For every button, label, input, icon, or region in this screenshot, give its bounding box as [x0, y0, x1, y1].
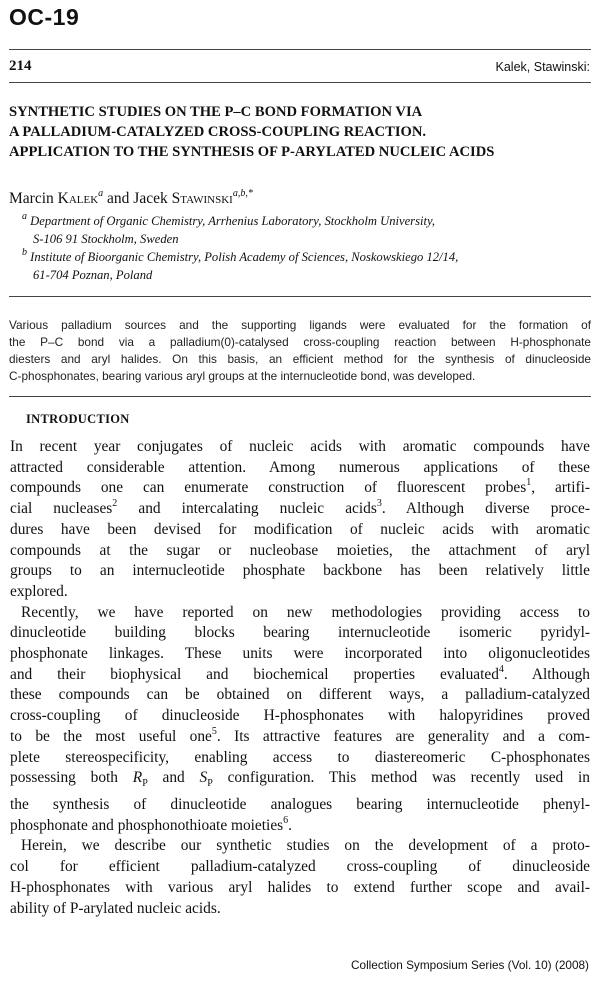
abstract-line: Various palladium sources and the supporting ligands were evaluated for the formation of [9, 318, 591, 332]
author-first-name: Marcin [9, 190, 58, 207]
affiliation-a [22, 210, 592, 248]
running-head: Kalek, Stawinski: [495, 60, 590, 74]
body-line: cial nucleases$^2$ and intercalating nucleic acids$^3$. Although diverse proce- [10, 497, 590, 518]
footer-citation: Collection Symposium Series (Vol. 10) (2008) [350, 958, 589, 972]
citation-ref: 6 [283, 814, 289, 826]
body-line: possessing both $R_P$ and $S_P$ configuration. This method was recently used in [10, 769, 590, 790]
abstract-line: diesters and aryl halides. On this basis, an efficient method for the synthesis of dinucleoside [9, 352, 591, 366]
body-line: dinucleotide building blocks bearing internucleotide isomeric pyridyl- [10, 624, 590, 642]
body-line: phosphonate linkages. These units were incorporated into oligonucleotides [10, 645, 590, 663]
author-connector: and Jacek [103, 190, 172, 207]
affiliation-mark: a,b,* [232, 187, 253, 199]
body-line: compounds at the sugar or nucleobase moieties, the attachment of aryl [10, 541, 590, 559]
affiliation-text: 61-704 Poznan, Poland [33, 267, 153, 282]
citation-ref: 3 [376, 497, 382, 509]
introduction-text [10, 437, 590, 919]
body-line: Herein, we describe our synthetic studies on the development of a proto- [21, 837, 590, 855]
body-line: and their biophysical and biochemical properties evaluated$^4$. Although [10, 663, 590, 683]
affiliation-text: Department of Organic Chemistry, Arrhenius Laboratory, Stockholm University, [30, 214, 436, 228]
affiliation-mark: a [22, 210, 27, 222]
title-line: APPLICATION TO THE SYNTHESIS OF P-ARYLATED NUCLEIC ACIDS [9, 144, 495, 160]
body-line: Recently, we have reported on new methodologies providing access to [21, 603, 590, 621]
abstract-rule [9, 396, 591, 397]
affiliation-text: S-106 91 Stockholm, Sweden [33, 231, 179, 246]
body-line: compounds one can enumerate construction of fluorescent probes$^1$, artifi- [10, 477, 590, 497]
author-list [9, 187, 253, 208]
body-line: the synthesis of dinucleotide analogues bearing internucleotide phenyl- [10, 796, 590, 814]
body-line: to be the most useful one$^5$. Its attractive features are generality and a com- [10, 725, 590, 745]
abstract [9, 317, 591, 385]
affiliation-mark: a [98, 187, 104, 199]
body-line: cross-coupling of dinucleoside H-phosphonates with halopyridines proved [10, 707, 590, 725]
page-number: 214 [9, 58, 32, 74]
citation-ref: 4 [498, 663, 504, 675]
body-line: groups to an internucleotide phosphate backbone has been relatively little [10, 562, 590, 580]
title-line: A PALLADIUM-CATALYZED CROSS-COUPLING REACTION. [9, 124, 427, 140]
paper-title [9, 102, 594, 162]
section-heading: INTRODUCTION [26, 412, 130, 426]
affiliation-mark: b [22, 246, 27, 258]
title-line: SYNTHETIC STUDIES ON THE P–C BOND FORMATION VIA [9, 104, 423, 120]
affiliation-rule [9, 296, 591, 297]
body-line: these compounds can be obtained on different ways, a palladium-catalyzed [10, 686, 590, 704]
presentation-code: OC-19 [9, 4, 80, 30]
body-line: attracted considerable attention. Among numerous applications of these [10, 458, 590, 476]
running-head-rule [9, 82, 591, 83]
body-line: plete stereospecificity, enabling access to diastereomeric C-phosphonates [10, 748, 590, 766]
body-line: dures have been devised for modification of nucleic acids with aromatic [10, 520, 590, 538]
body-line: ability of P-arylated nucleic acids. [10, 899, 221, 917]
citation-ref: 2 [112, 497, 118, 509]
affiliation-text: Institute of Bioorganic Chemistry, Polish Academy of Sciences, Noskowskiego 12/14, [30, 250, 459, 264]
body-line: explored. [10, 582, 68, 600]
body-line: phosphonate and phosphonothioate moieties$^6$. [10, 814, 292, 834]
author-surname: Stawinski [171, 190, 233, 207]
body-line: col for efficient palladium-catalyzed cross-coupling of dinucleoside [10, 858, 590, 876]
body-line: In recent year conjugates of nucleic acids with aromatic compounds have [10, 438, 590, 455]
body-line: H-phosphonates with various aryl halides to extend further scope and avail- [10, 878, 590, 896]
header-rule [9, 49, 591, 50]
author-surname: Kalek [57, 190, 99, 207]
citation-ref: 1 [526, 477, 532, 489]
citation-ref: 5 [211, 725, 217, 737]
abstract-line: C-phosphonates, bearing various aryl groups at the internucleotide bond, was developed. [9, 369, 476, 383]
abstract-line: the P–C bond via a palladium(0)-catalysed cross-coupling reaction between H-phosphonate [9, 335, 591, 349]
affiliation-b [22, 246, 592, 284]
